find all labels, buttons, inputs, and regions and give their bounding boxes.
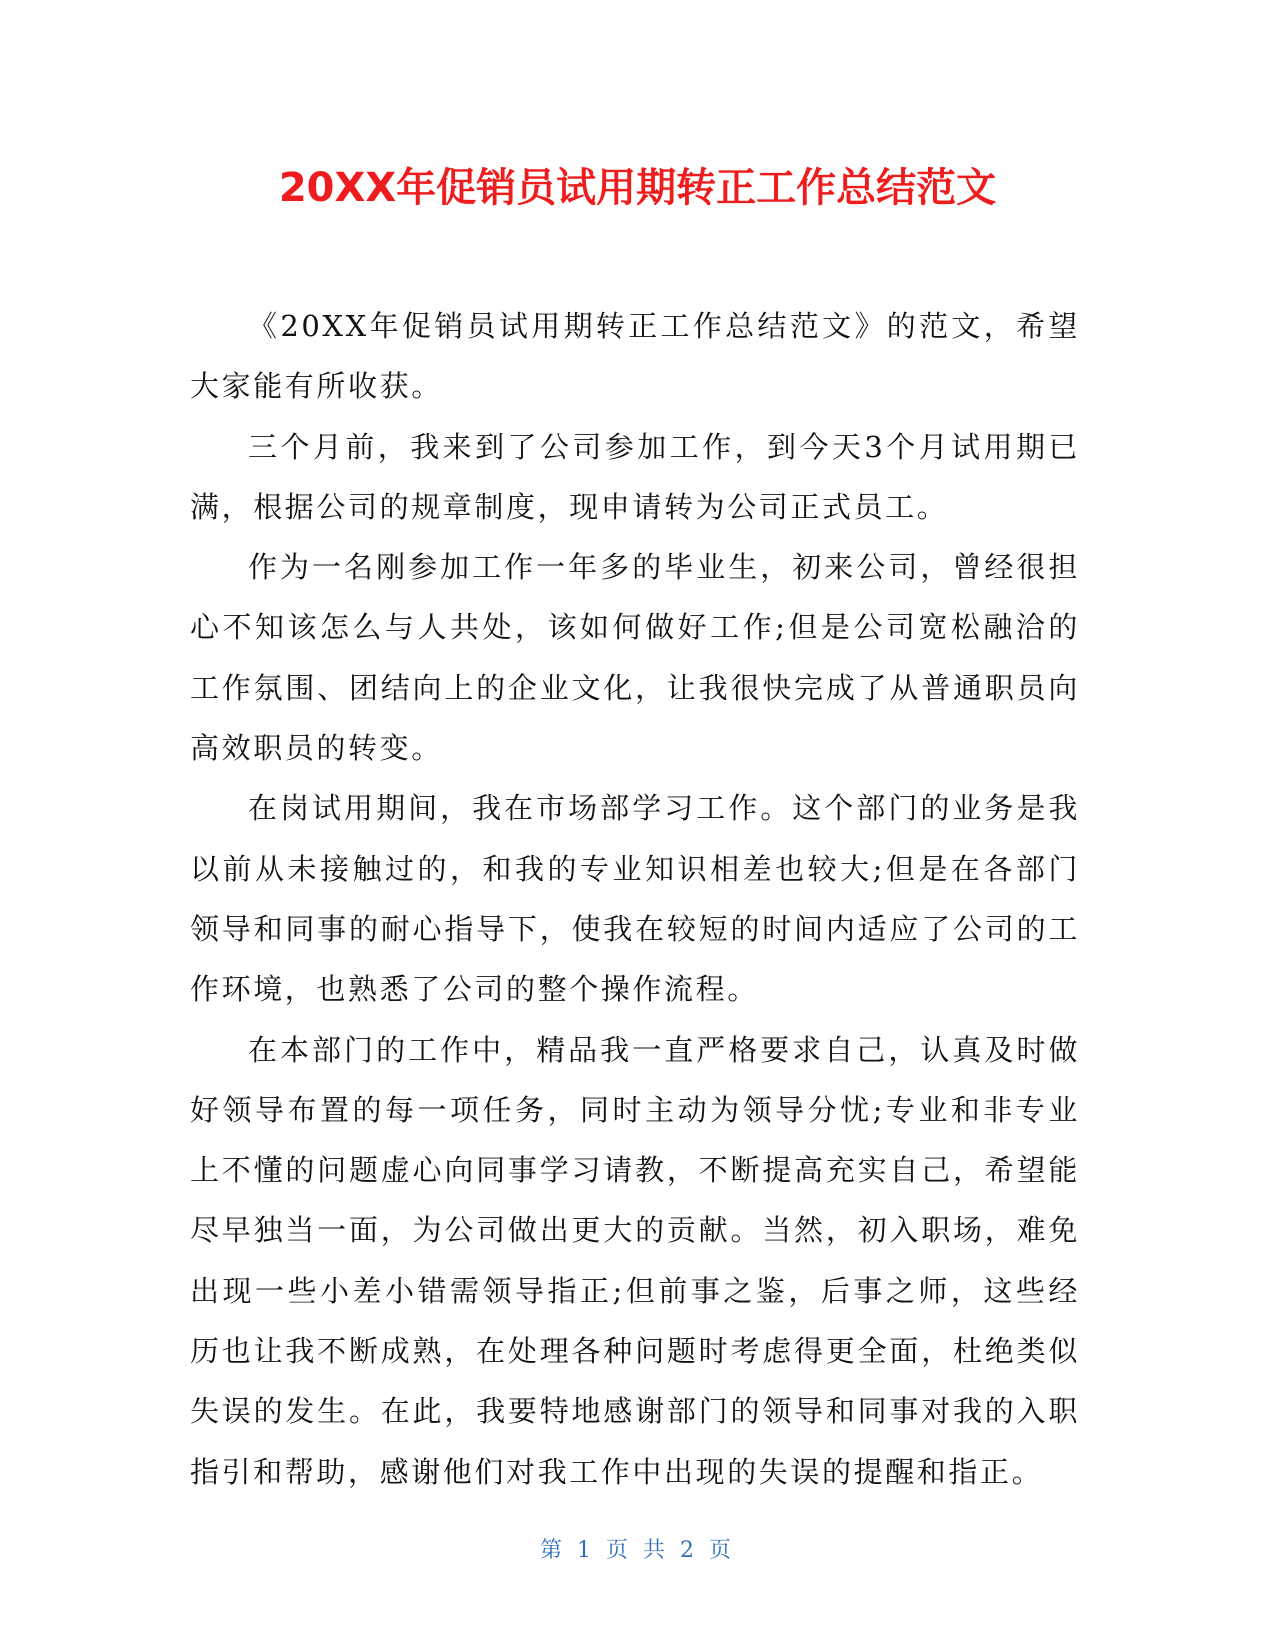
paragraph-probation: 三个月前，我来到了公司参加工作，到今天3个月试用期已满，根据公司的规章制度，现申请转为公司正式员工。	[190, 429, 1080, 524]
document-body	[190, 296, 1080, 1502]
paragraph-marketing: 在岗试用期间，我在市场部学习工作。这个部门的业务是我以前从未接触过的，和我的专业知识相差也较大;但是在各部门领导和同事的耐心指导下，使我在较短的时间内适应了公司的工作环境，也熟悉了公司的整个操作流程。	[190, 791, 1080, 1007]
paragraph-intro: 《20XX年促销员试用期转正工作总结范文》的范文，希望大家能有所收获。	[190, 309, 1080, 404]
paragraph-graduate: 作为一名刚参加工作一年多的毕业生，初来公司，曾经很担心不知该怎么与人共处，该如何做好工作;但是公司宽松融洽的工作氛围、团结向上的企业文化，让我很快完成了从普通职员向高效职员的转变。	[190, 550, 1080, 766]
paragraph-work-attitude: 在本部门的工作中，精品我一直严格要求自己，认真及时做好领导布置的每一项任务，同时主动为领导分忧;专业和非专业上不懂的问题虚心向同事学习请教，不断提高充实自己，希望能尽早独当一面，为公司做出更大的贡献。当然，初入职场，难免出现一些小差小错需领导指正;但前事之鉴，后事之师，这些经历也让我不断成熟，在处理各种问题时考虑得更全面，杜绝类似失误的发生。在此，我要特地感谢部门的领导和同事对我的入职指引和帮助，感谢他们对我工作中出现的失误的提醒和指正。	[190, 1032, 1080, 1489]
document-title: 20XX年促销员试用期转正工作总结范文	[278, 165, 997, 211]
page-footer: 第 1 页 共 2 页	[540, 1538, 735, 1563]
